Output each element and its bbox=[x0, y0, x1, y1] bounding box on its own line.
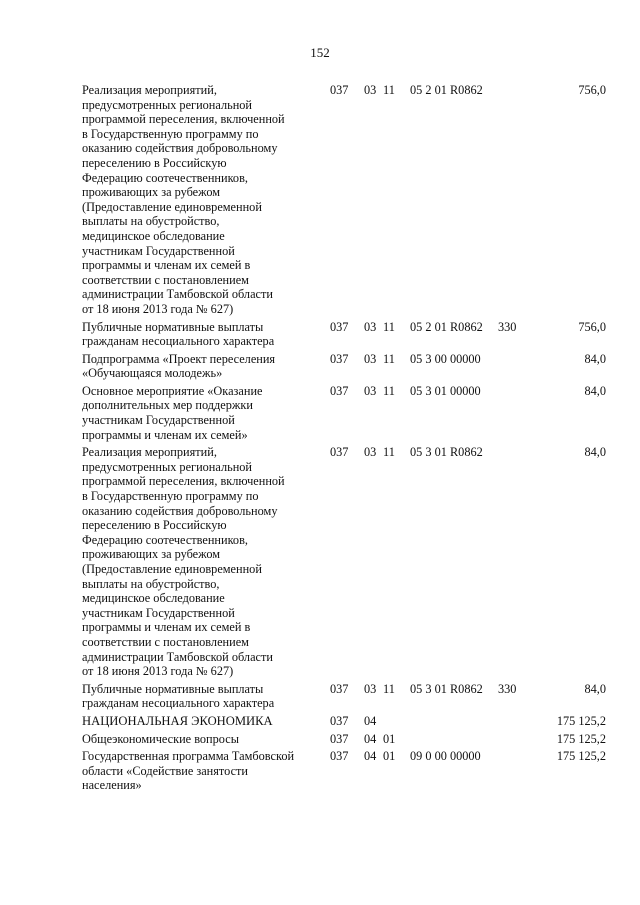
grbs-code: 037 bbox=[330, 713, 349, 728]
row-title-line: от 18 июня 2013 года № 627) bbox=[82, 301, 234, 316]
row-title-line: переселению в Российскую bbox=[82, 518, 227, 533]
row-title-line: программы и членам их семей» bbox=[82, 427, 248, 442]
amount: 175 125,2 bbox=[556, 713, 606, 728]
row-title-line: населения» bbox=[82, 778, 142, 793]
grbs-code: 037 bbox=[330, 749, 349, 764]
table-row bbox=[0, 445, 640, 679]
amount: 175 125,2 bbox=[556, 731, 606, 746]
page-number: 152 bbox=[310, 45, 330, 60]
row-title-line: «Обучающаяся молодежь» bbox=[82, 366, 223, 381]
target-article-code: 05 2 01 R0862 bbox=[410, 83, 483, 97]
row-title-line: медицинское обследование bbox=[82, 228, 225, 243]
section-code: 04 bbox=[364, 713, 377, 728]
row-title-line: выплаты на обустройство, bbox=[82, 214, 220, 229]
expense-type-code: 330 bbox=[498, 681, 517, 696]
table-row bbox=[0, 732, 640, 747]
amount: 84,0 bbox=[584, 681, 606, 696]
grbs-code: 037 bbox=[330, 383, 349, 398]
row-title-line: предусмотренных региональной bbox=[82, 97, 253, 112]
row-title-line: программой переселения, включенной bbox=[82, 474, 285, 489]
section-code: 03 bbox=[364, 83, 377, 97]
row-title-line: Общеэкономические вопросы bbox=[82, 731, 239, 746]
row-title-line: программы и членам их семей в bbox=[82, 258, 251, 273]
table-row bbox=[0, 384, 640, 442]
amount: 84,0 bbox=[584, 445, 606, 460]
row-title bbox=[82, 714, 322, 729]
row-title-line: (Предоставление единовременной bbox=[82, 562, 262, 576]
row-title-line: участникам Государственной bbox=[82, 243, 235, 258]
grbs-code: 037 bbox=[330, 351, 349, 366]
row-title-line: Государственная программа Тамбовской bbox=[82, 749, 295, 764]
row-title-line: в Государственную программу по bbox=[82, 489, 259, 504]
table-row bbox=[0, 714, 640, 729]
row-title-line: выплаты на обустройство, bbox=[82, 576, 220, 591]
target-article-code: 05 3 00 00000 bbox=[410, 351, 481, 366]
row-title bbox=[82, 320, 322, 349]
row-title-line: предусмотренных региональной bbox=[82, 459, 253, 474]
row-title-line: соответствии с постановлением bbox=[82, 272, 249, 287]
amount: 84,0 bbox=[584, 383, 606, 398]
row-title-line: администрации Тамбовской области bbox=[82, 649, 273, 664]
budget-table bbox=[0, 83, 640, 793]
row-title-line: (Предоставление единовременной bbox=[82, 199, 262, 214]
section-code: 03 bbox=[364, 681, 377, 696]
row-title bbox=[82, 384, 322, 442]
section-code: 03 bbox=[364, 445, 377, 460]
row-title bbox=[82, 749, 322, 793]
subsection-code: 11 bbox=[383, 351, 395, 366]
target-article-code: 05 2 01 R0862 bbox=[410, 319, 483, 334]
row-title-line: администрации Тамбовской области bbox=[82, 287, 273, 302]
row-title-line: программой переселения, включенной bbox=[82, 112, 285, 127]
row-title-line: гражданам несоциального характера bbox=[82, 696, 275, 711]
row-title-line: соответствии с постановлением bbox=[82, 634, 249, 649]
subsection-code: 11 bbox=[383, 83, 395, 97]
row-title-line: Реализация мероприятий, bbox=[82, 83, 217, 97]
row-title-line: проживающих за рубежом bbox=[82, 185, 221, 200]
amount: 175 125,2 bbox=[556, 749, 606, 764]
table-row bbox=[0, 320, 640, 349]
subsection-code: 01 bbox=[383, 731, 396, 746]
row-title-line: оказанию содействия добровольному bbox=[82, 503, 278, 518]
subsection-code: 01 bbox=[383, 749, 396, 764]
target-article-code: 09 0 00 00000 bbox=[410, 749, 481, 764]
section-code: 03 bbox=[364, 351, 377, 366]
amount: 84,0 bbox=[584, 351, 606, 366]
target-article-code: 05 3 01 R0862 bbox=[410, 445, 483, 460]
row-title-line: дополнительных мер поддержки bbox=[82, 398, 253, 413]
amount: 756,0 bbox=[578, 319, 606, 334]
row-title-line: в Государственную программу по bbox=[82, 126, 259, 141]
row-title-line: программы и членам их семей в bbox=[82, 620, 251, 635]
grbs-code: 037 bbox=[330, 319, 349, 334]
target-article-code: 05 3 01 00000 bbox=[410, 383, 481, 398]
table-row bbox=[0, 749, 640, 793]
subsection-code: 11 bbox=[383, 681, 395, 696]
row-title-line: участникам Государственной bbox=[82, 413, 235, 428]
row-title-line: медицинское обследование bbox=[82, 591, 225, 606]
section-code: 03 bbox=[364, 383, 377, 398]
row-title-line: Публичные нормативные выплаты bbox=[82, 681, 264, 696]
grbs-code: 037 bbox=[330, 731, 349, 746]
target-article-code: 05 3 01 R0862 bbox=[410, 681, 483, 696]
row-title bbox=[82, 732, 322, 747]
row-title-line: оказанию содействия добровольному bbox=[82, 141, 278, 156]
grbs-code: 037 bbox=[330, 445, 349, 460]
row-title-line: гражданам несоциального характера bbox=[82, 334, 275, 349]
table-row bbox=[0, 682, 640, 711]
subsection-code: 11 bbox=[383, 319, 395, 334]
row-title-line: Публичные нормативные выплаты bbox=[82, 319, 264, 334]
grbs-code: 037 bbox=[330, 681, 349, 696]
section-code: 04 bbox=[364, 749, 377, 764]
section-code: 03 bbox=[364, 319, 377, 334]
section-code: 04 bbox=[364, 731, 377, 746]
row-title-line: Основное мероприятие «Оказание bbox=[82, 383, 263, 398]
row-title-line: НАЦИОНАЛЬНАЯ ЭКОНОМИКА bbox=[82, 713, 273, 728]
subsection-code: 11 bbox=[383, 445, 395, 460]
row-title bbox=[82, 682, 322, 711]
row-title-line: участникам Государственной bbox=[82, 605, 235, 620]
grbs-code: 037 bbox=[330, 83, 349, 97]
row-title-line: Федерацию соотечественников, bbox=[82, 532, 248, 547]
row-title-line: Реализация мероприятий, bbox=[82, 445, 217, 460]
table-row bbox=[0, 83, 640, 317]
row-title-line: от 18 июня 2013 года № 627) bbox=[82, 664, 234, 679]
row-title-line: проживающих за рубежом bbox=[82, 547, 221, 562]
row-title-line: Федерацию соотечественников, bbox=[82, 170, 248, 185]
row-title-line: области «Содействие занятости bbox=[82, 763, 249, 778]
row-title bbox=[82, 352, 322, 381]
row-title-line: Подпрограмма «Проект переселения bbox=[82, 351, 276, 366]
table-row bbox=[0, 352, 640, 381]
row-title bbox=[82, 445, 322, 679]
row-title bbox=[82, 83, 322, 317]
amount: 756,0 bbox=[578, 83, 606, 97]
expense-type-code: 330 bbox=[498, 319, 517, 334]
row-title-line: переселению в Российскую bbox=[82, 155, 227, 170]
subsection-code: 11 bbox=[383, 383, 395, 398]
